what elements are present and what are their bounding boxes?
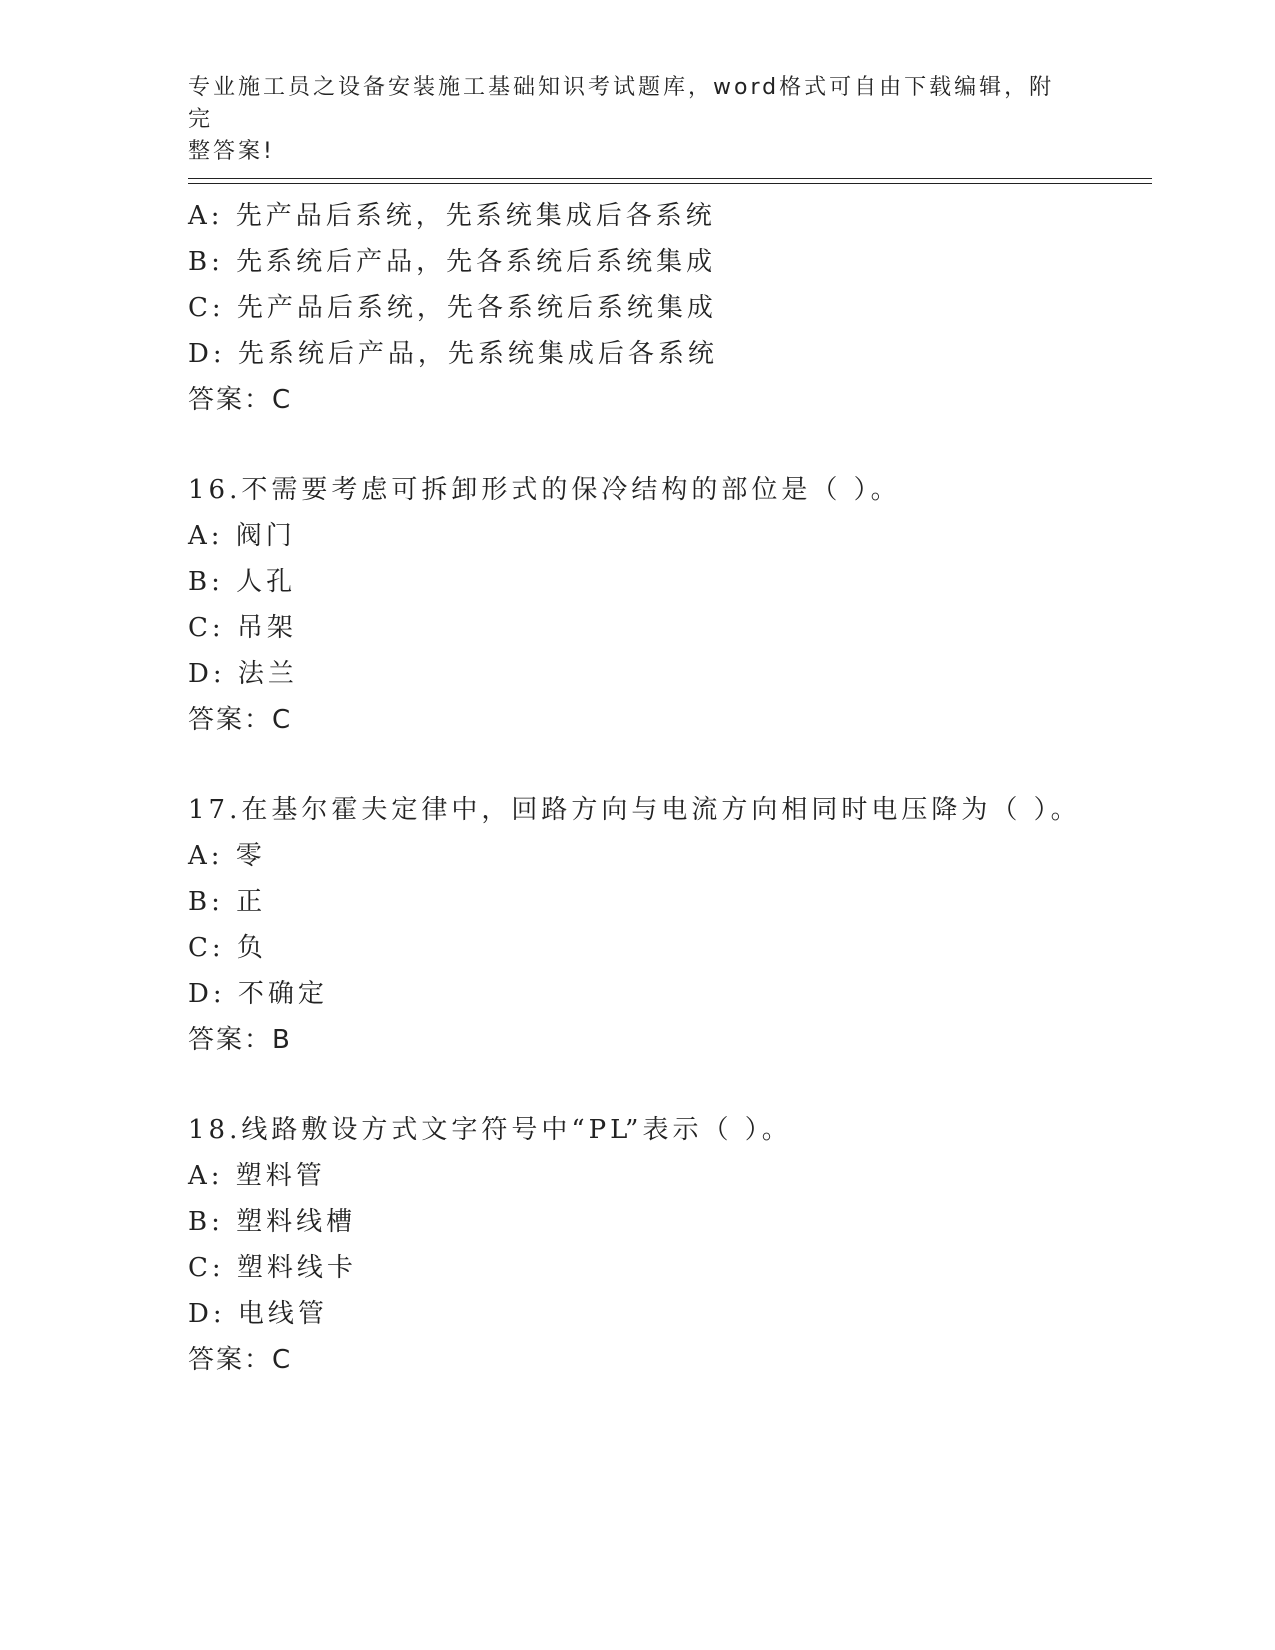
question-text: 18.线路敷设方式文字符号中“PL”表示（ ）。 [188, 1115, 792, 1145]
header-divider-bottom [188, 183, 1152, 184]
answer-label: 答案：C [188, 1345, 293, 1375]
option-b: B: 正 [188, 887, 267, 917]
spacer [188, 743, 1152, 787]
option-a: A: 阀门 [188, 521, 296, 551]
option-c: C: 吊架 [188, 613, 297, 643]
option-d: D: 电线管 [188, 1299, 328, 1329]
option-c: C: 先产品后系统，先各系统后系统集成 [188, 293, 717, 323]
question-list [188, 193, 1152, 1383]
header-title-line2: 整答案! [188, 139, 275, 164]
answer-label: 答案：C [188, 705, 293, 735]
option-a: A: 先产品后系统，先系统集成后各系统 [188, 201, 716, 231]
question-block-15 [188, 193, 1152, 423]
document-header [188, 72, 1068, 168]
option-b: B: 人孔 [188, 567, 297, 597]
answer-label: 答案：C [188, 385, 293, 415]
header-divider-top [188, 178, 1152, 179]
option-c: C: 塑料线卡 [188, 1253, 357, 1283]
option-d: D: 先系统后产品，先系统集成后各系统 [188, 339, 718, 369]
answer-label: 答案：B [188, 1025, 292, 1055]
option-b: B: 塑料线槽 [188, 1207, 357, 1237]
spacer [188, 423, 1152, 467]
question-text: 16.不需要考虑可拆卸形式的保冷结构的部位是（ ）。 [188, 475, 901, 505]
question-block-16 [188, 467, 1152, 743]
option-a: A: 塑料管 [188, 1161, 326, 1191]
option-d: D: 不确定 [188, 979, 328, 1009]
option-b: B: 先系统后产品，先各系统后系统集成 [188, 247, 717, 277]
option-a: A: 零 [188, 841, 266, 871]
spacer [188, 1063, 1152, 1107]
question-text: 17.在基尔霍夫定律中，回路方向与电流方向相同时电压降为（ ）。 [188, 795, 1081, 825]
option-d: D: 法兰 [188, 659, 298, 689]
question-block-17 [188, 787, 1152, 1063]
question-block-18 [188, 1107, 1152, 1383]
option-c: C: 负 [188, 933, 267, 963]
header-title-line1: 专业施工员之设备安装施工基础知识考试题库，word格式可自由下载编辑，附完 [188, 75, 1055, 132]
